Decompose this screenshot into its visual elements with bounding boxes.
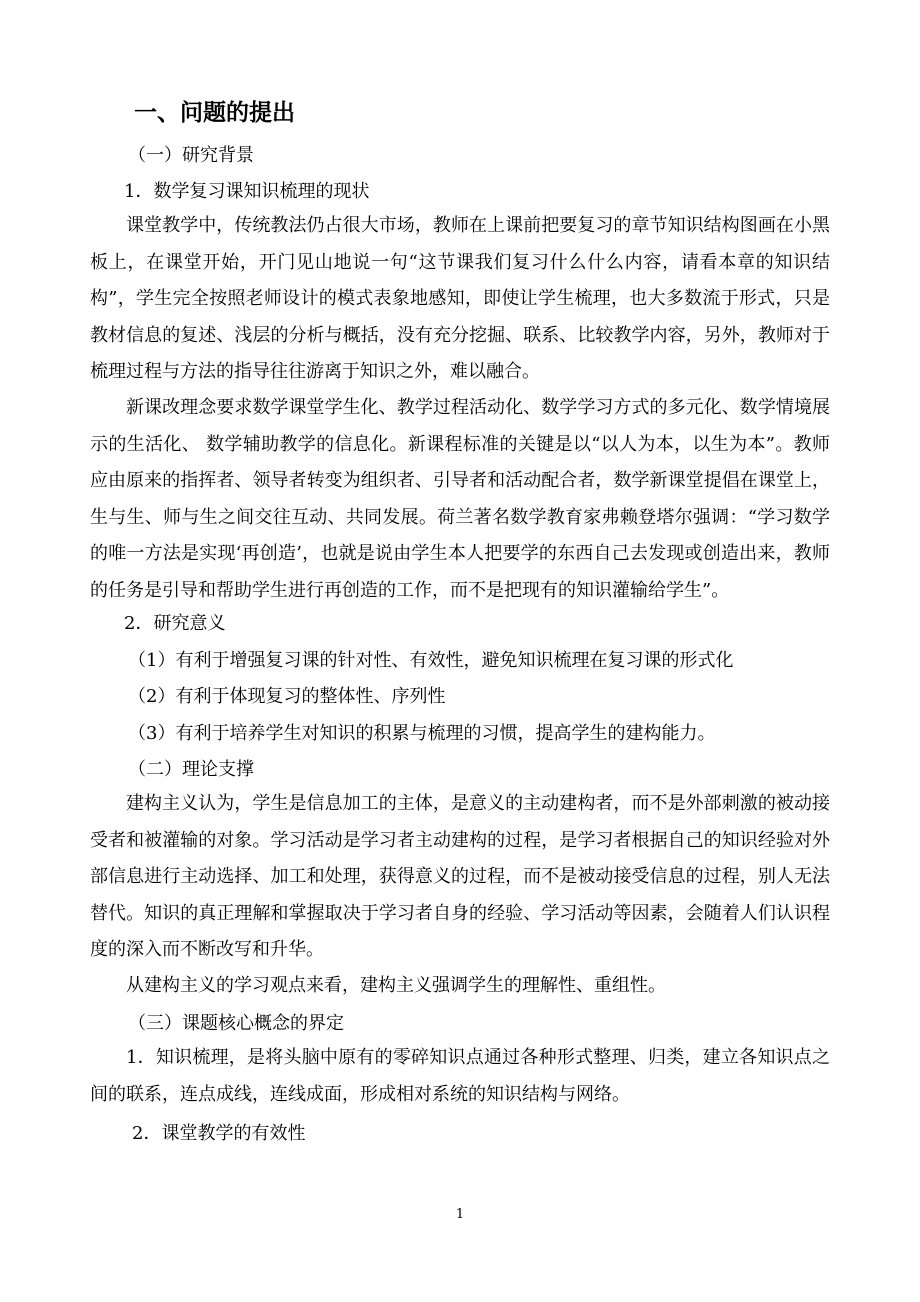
paragraph-knowledge-sorting-definition: 1．知识梳理，是将头脑中原有的零碎知识点通过各种形式整理、归类，建立各知识点之间的联系，连点成线，连线成面，形成相对系统的知识结构与网络。 [90,1047,830,1105]
section-heading-core-concepts: （三）课题核心概念的界定 [128,1013,344,1034]
paragraph-constructivism-summary: 从建构主义的学习观点来看，建构主义强调学生的理解性、重组性。 [126,975,666,996]
significance-item-1: （1）有利于增强复习课的针对性、有效性，避免知识梳理在复习课的形式化 [128,650,734,671]
section-heading-theory: （二）理论支撑 [128,759,254,780]
significance-item-3: （3）有利于培养学生对知识的积累与梳理的习惯，提高学生的建构能力。 [128,723,716,744]
significance-item-2: （2）有利于体现复习的整体性、序列性 [128,686,446,707]
subheading-research-significance: 2．研究意义 [124,613,226,634]
subheading-review-status: 1．数学复习课知识梳理的现状 [124,181,370,202]
paragraph-constructivism: 建构主义认为，学生是信息加工的主体，是意义的主动建构者，而不是外部刺激的被动接受者和被灌输的对象。学习活动是学习者主动建构的过程，是学习者根据自己的知识经验对外部信息进行主动选择、加工和处理，获得意义的过程，而不是被动接受信息的过程，别人无法替代。知识的真正理解和掌握取决于学习者自身的经验、学习活动等因素，会随着人们认识程度的深入而不断改写和升华。 [90,793,830,960]
section-heading-background: （一）研究背景 [128,145,254,166]
paragraph-curriculum-reform: 新课改理念要求数学课堂学生化、教学过程活动化、数学学习方式的多元化、数学情境展示的生活化、 数学辅助教学的信息化。新课程标准的关键是以“以人为本，以生为本”。教师应由原来的指挥者、领导者转变为组织者、引导者和活动配合者，数学新课堂提倡在课堂上，生与生、师与生之间交往互动、共同发展。荷兰著名数学教育家弗赖登塔尔强调：“学习数学的唯一方法是实现‘再创造’，也就是说由学生本人把要学的东西自己去发现或创造出来，教师的任务是引导和帮助学生进行再创造的工作，而不是把现有的知识灌输给学生”。 [90,397,830,601]
page-number: 1 [455,1207,465,1222]
subheading-teaching-effectiveness: 2．课堂教学的有效性 [132,1123,306,1144]
paragraph-status-description: 课堂教学中，传统教法仍占很大市场，教师在上课前把要复习的章节知识结构图画在小黑板上，在课堂开始，开门见山地说一句“这节课我们复习什么什么内容，请看本章的知识结构”，学生完全按照老师设计的模式表象地感知，即使让学生梳理，也大多数流于形式，只是教材信息的复述、浅层的分析与概括，没有充分挖掘、联系、比较教学内容，另外，教师对于梳理过程与方法的指导往往游离于知识之外，难以融合。 [90,215,830,382]
page-title: 一、问题的提出 [134,100,295,126]
